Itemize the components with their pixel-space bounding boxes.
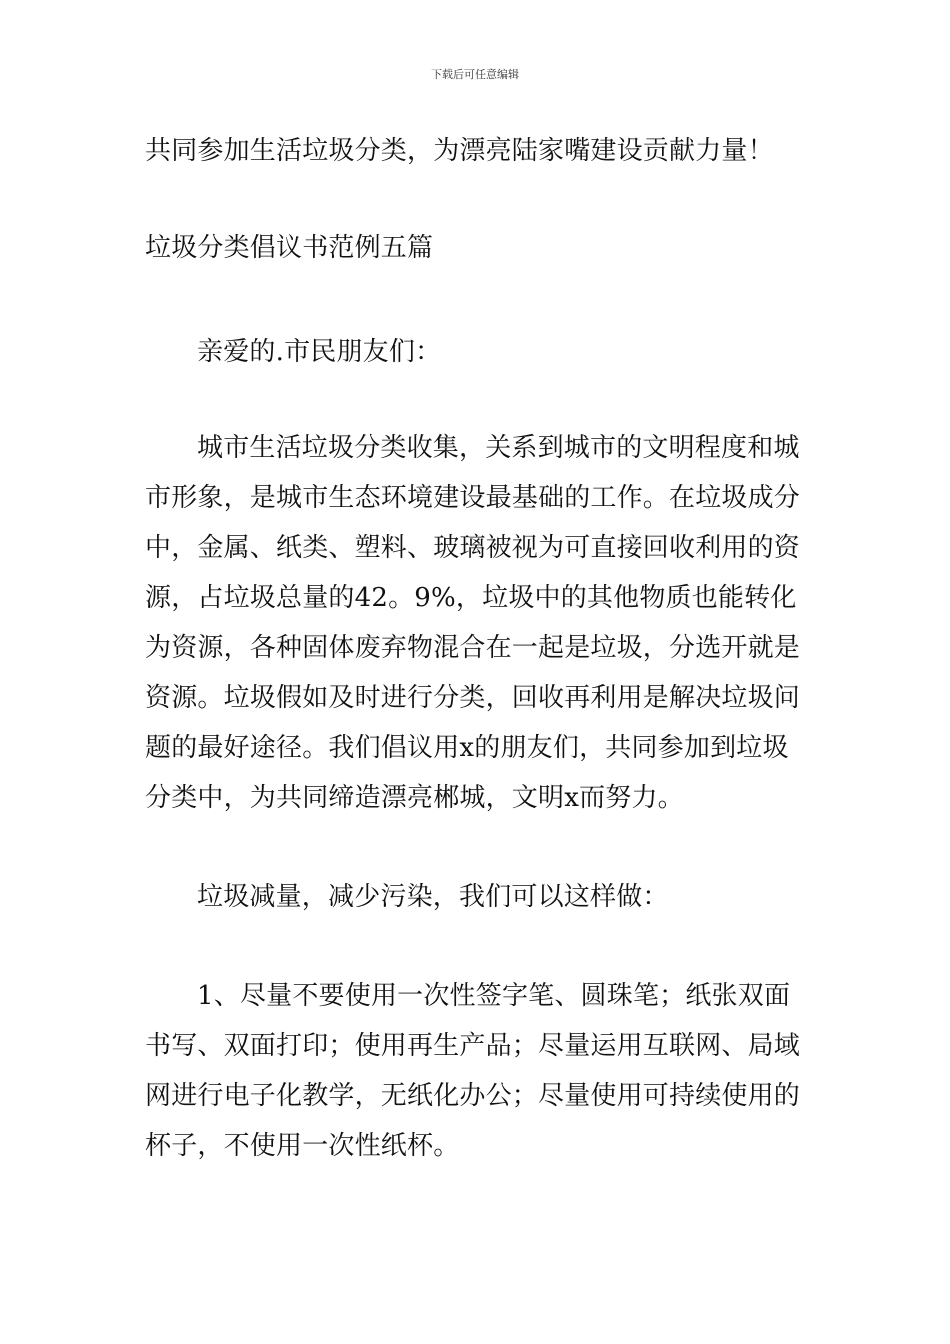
greeting: 亲爱的.市民朋友们： [197, 337, 442, 367]
title-block [145, 223, 810, 273]
paragraph-1-block [145, 423, 810, 823]
paragraph-3: 1、尽量不要使用一次性签字笔、圆珠笔；纸张双面书写、双面打印；使用再生产品；尽量运用互联网、局域网进行电子化教学，无纸化办公；尽量使用可持续使用的杯子，不使用一次性纸杯。 [145, 981, 801, 1161]
paragraph-3-block [145, 971, 810, 1171]
greeting-block [145, 327, 810, 377]
header-note: 下载后可任意编辑 [431, 68, 519, 81]
paragraph-2-block [145, 872, 810, 922]
paragraph-1: 城市生活垃圾分类收集，关系到城市的文明程度和城市形象，是城市生态环境建设最基础的工作。在垃圾成分中，金属、纸类、塑料、玻璃被视为可直接回收利用的资源，占垃圾总量的42。9%，垃圾中的其他物质也能转化为资源，各种固体废弃物混合在一起是垃圾，分选开就是资源。垃圾假如及时进行分类，回收再利用是解决垃圾问题的最好途径。我们倡议用x的朋友们，共同参加到垃圾分类中，为共同缔造漂亮郴城，文明x而努力。 [145, 433, 801, 813]
closing-sentence: 共同参加生活垃圾分类，为漂亮陆家嘴建设贡献力量！ [145, 136, 774, 166]
closing-line [145, 126, 810, 176]
document-title: 垃圾分类倡议书范例五篇 [145, 233, 434, 263]
paragraph-2: 垃圾减量，减少污染，我们可以这样做： [197, 882, 669, 912]
